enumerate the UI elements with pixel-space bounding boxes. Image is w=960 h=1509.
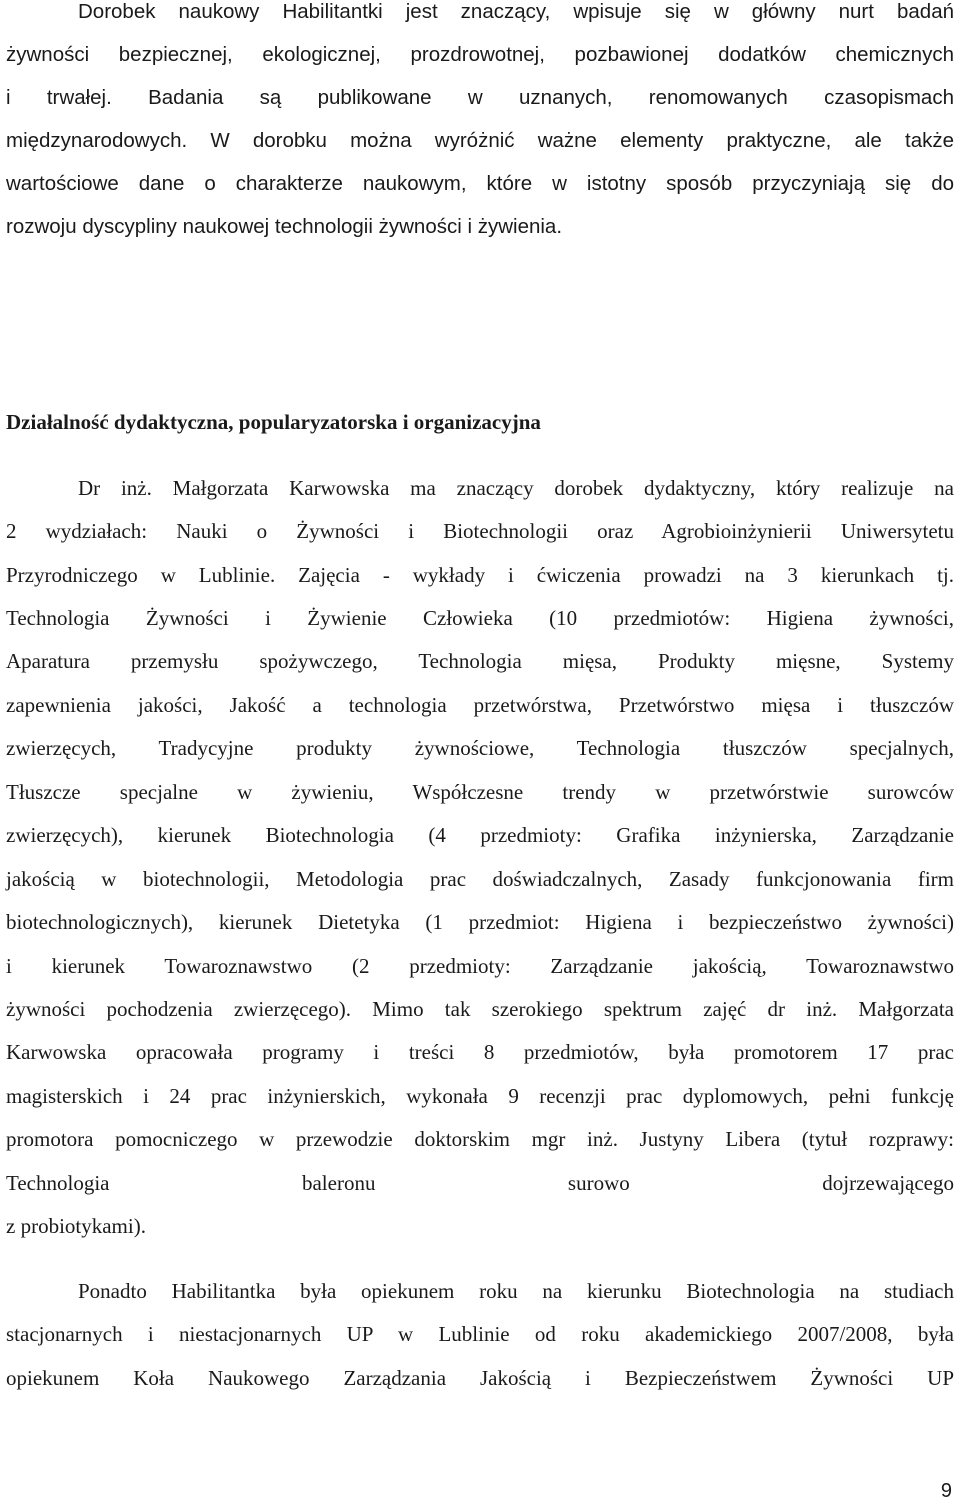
teaching-line: Karwowska opracowała programy i treści 8 przedmiotów, była promotorem 17 prac: [6, 1040, 954, 1064]
teaching-line: jakością w biotechnologii, Metodologia prac doświadczalnych, Zasady funkcjonowania firm: [6, 867, 954, 891]
teaching-line: zwierzęcych, Tradycyjne produkty żywnościowe, Technologia tłuszczów specjalnych,: [6, 736, 954, 760]
teaching-line: 2 wydziałach: Nauki o Żywności i Biotechnologii oraz Agrobioinżynierii Uniwersytetu: [6, 519, 954, 543]
teaching-line: i kierunek Towaroznawstwo (2 przedmioty: Zarządzanie jakością, Towaroznawstwo: [6, 954, 954, 978]
teaching-line: magisterskich i 24 prac inżynierskich, wykonała 9 recenzji prac dyplomowych, pełni funkcję: [6, 1084, 954, 1108]
teaching-line: Przyrodniczego w Lublinie. Zajęcia - wykłady i ćwiczenia prowadzi na 3 kierunkach tj.: [6, 563, 954, 587]
teaching-line: promotora pomocniczego w przewodzie doktorskim mgr inż. Justyny Libera (tytuł rozprawy:: [6, 1127, 954, 1151]
organization-line: stacjonarnych i niestacjonarnych UP w Lublinie od roku akademickiego 2007/2008, była: [6, 1322, 954, 1346]
intro-line: wartościowe dane o charakterze naukowym, które w istotny sposób przyczyniają się do: [6, 172, 954, 195]
teaching-line: Tłuszcze specjalne w żywieniu, Współczesne trendy w przetwórstwie surowców: [6, 780, 954, 804]
teaching-line: Dr inż. Małgorzata Karwowska ma znaczący dorobek dydaktyczny, który realizuje na: [78, 476, 954, 500]
teaching-line: Technologia Żywności i Żywienie Człowieka (10 przedmiotów: Higiena żywności,: [6, 606, 954, 630]
intro-line: Dorobek naukowy Habilitantki jest znaczący, wpisuje się w główny nurt badań: [78, 0, 954, 23]
teaching-line: żywności pochodzenia zwierzęcego). Mimo tak szerokiego spektrum zajęć dr inż. Małgorzata: [6, 997, 954, 1021]
intro-line: międzynarodowych. W dorobku można wyróżnić ważne elementy praktyczne, ale także: [6, 129, 954, 152]
intro-line: rozwoju dyscypliny naukowej technologii żywności i żywienia.: [6, 215, 563, 238]
teaching-line: biotechnologicznych), kierunek Dietetyka (1 przedmiot: Higiena i bezpieczeństwo żywności): [6, 910, 954, 934]
teaching-line: Aparatura przemysłu spożywczego, Technologia mięsa, Produkty mięsne, Systemy: [6, 649, 954, 673]
teaching-line: zwierzęcych), kierunek Biotechnologia (4 przedmioty: Grafika inżynierska, Zarządzanie: [6, 823, 954, 847]
intro-line: i trwałej. Badania są publikowane w uznanych, renomowanych czasopismach: [6, 86, 954, 109]
intro-line: żywności bezpiecznej, ekologicznej, prozdrowotnej, pozbawionej dodatków chemicznych: [6, 43, 954, 66]
organization-line: Ponadto Habilitantka była opiekunem roku na kierunku Biotechnologia na studiach: [78, 1279, 954, 1303]
page-number: 9: [940, 1480, 952, 1502]
teaching-line: zapewnienia jakości, Jakość a technologia przetwórstwa, Przetwórstwo mięsa i tłuszczów: [6, 693, 954, 717]
teaching-line: z probiotykami).: [6, 1214, 146, 1238]
organization-line: opiekunem Koła Naukowego Zarządzania Jakością i Bezpieczeństwem Żywności UP: [6, 1366, 954, 1390]
section-heading: Działalność dydaktyczna, popularyzatorska i organizacyjna: [6, 410, 541, 434]
teaching-line: Technologia baleronu surowo dojrzewającego: [6, 1171, 954, 1195]
